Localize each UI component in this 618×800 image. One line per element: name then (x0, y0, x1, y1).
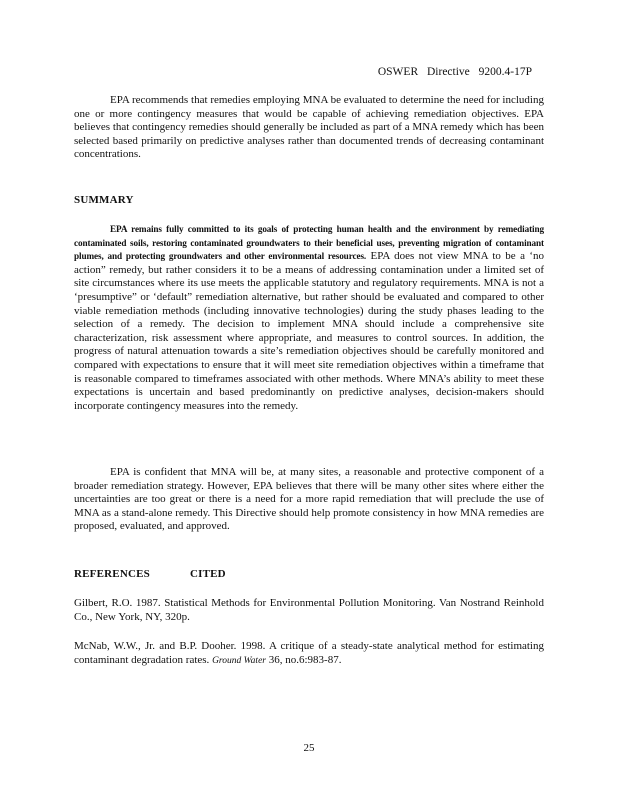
references-heading-word: REFERENCES (74, 568, 150, 580)
cited-heading-word: CITED (189, 568, 226, 580)
summary-paragraph-2-block (74, 466, 544, 534)
references-heading (74, 568, 226, 580)
summary-heading: SUMMARY (74, 194, 134, 206)
reference-2-tail: 36, no.6:983-87. (268, 653, 342, 666)
reference-1-block (74, 597, 544, 624)
intro-paragraph: EPA recommends that remedies employing MNA be evaluated to determine the need for including one or more contingency measures that would be capable of achieving remediation objectives. EPA believes that contingency remedies should generally be included as part of a MNA remedy which has been selected based primarily on predictive analyses rather than documented trends of decreasing contaminant concentrations. (74, 94, 544, 161)
page-number: 25 (303, 742, 315, 754)
summary-paragraph-1-block (74, 223, 544, 413)
reference-2-main: McNab, W.W., Jr. and B.P. Dooher. 1998. A critique of a steady-state analytical method for estimating contaminant degradation rates. (74, 640, 544, 666)
reference-2-block (74, 640, 544, 668)
reference-2 (74, 640, 544, 668)
directive-header: OSWER Directive 9200.4-17P (377, 66, 532, 78)
summary-paragraph-1-rest: EPA does not view MNA to be a ‘no action” remedy, but rather considers it to be a means of addressing contamination under a limited set of site circumstances where its use meets the applicable statutory and regulatory requirements. MNA is not a ‘presumptive” or ‘default” remediation alternative, but rather should be evaluated and compared to other viable remediation methods (including innovative technologies) during the study phases leading to the selection of a remedy. The decision to implement MNA should include a comprehensive site characterization, risk assessment where appropriate, and measures to control sources. In addition, the progress of natural attenuation towards a site’s remediation objectives should be carefully monitored and compared with expectations to ensure that it will meet site remediation objectives within a timeframe that is reasonable compared to timeframes associated with other methods. Where MNA’s ability to meet these expectations is uncertain and based predominantly on predictive analyses, decision-makers should incorporate contingency measures into the remedy. (74, 250, 545, 412)
reference-2-journal: Ground Water (212, 655, 266, 666)
reference-1: Gilbert, R.O. 1987. Statistical Methods for Environmental Pollution Monitoring. Van Nostrand Reinhold Co., New York, NY, 320p. (74, 597, 544, 623)
summary-paragraph-1 (74, 223, 544, 413)
intro-paragraph-block (74, 94, 544, 162)
summary-paragraph-1-small: EPA remains fully committed to its goals of protecting human health and the environment by remediating contaminated soils, restoring contaminated groundwaters to their beneficial uses, preventing migration of contaminant plumes, and protecting groundwaters and other environmental resources. (74, 224, 544, 262)
summary-paragraph-2: EPA is confident that MNA will be, at many sites, a reasonable and protective component of a broader remediation strategy. However, EPA believes that there will be many other sites where either the uncertainties are too great or there is a need for a more rapid remediation that will preclude the use of MNA as a stand-alone remedy. This Directive should help promote consistency in how MNA remedies are proposed, evaluated, and approved. (74, 466, 544, 533)
